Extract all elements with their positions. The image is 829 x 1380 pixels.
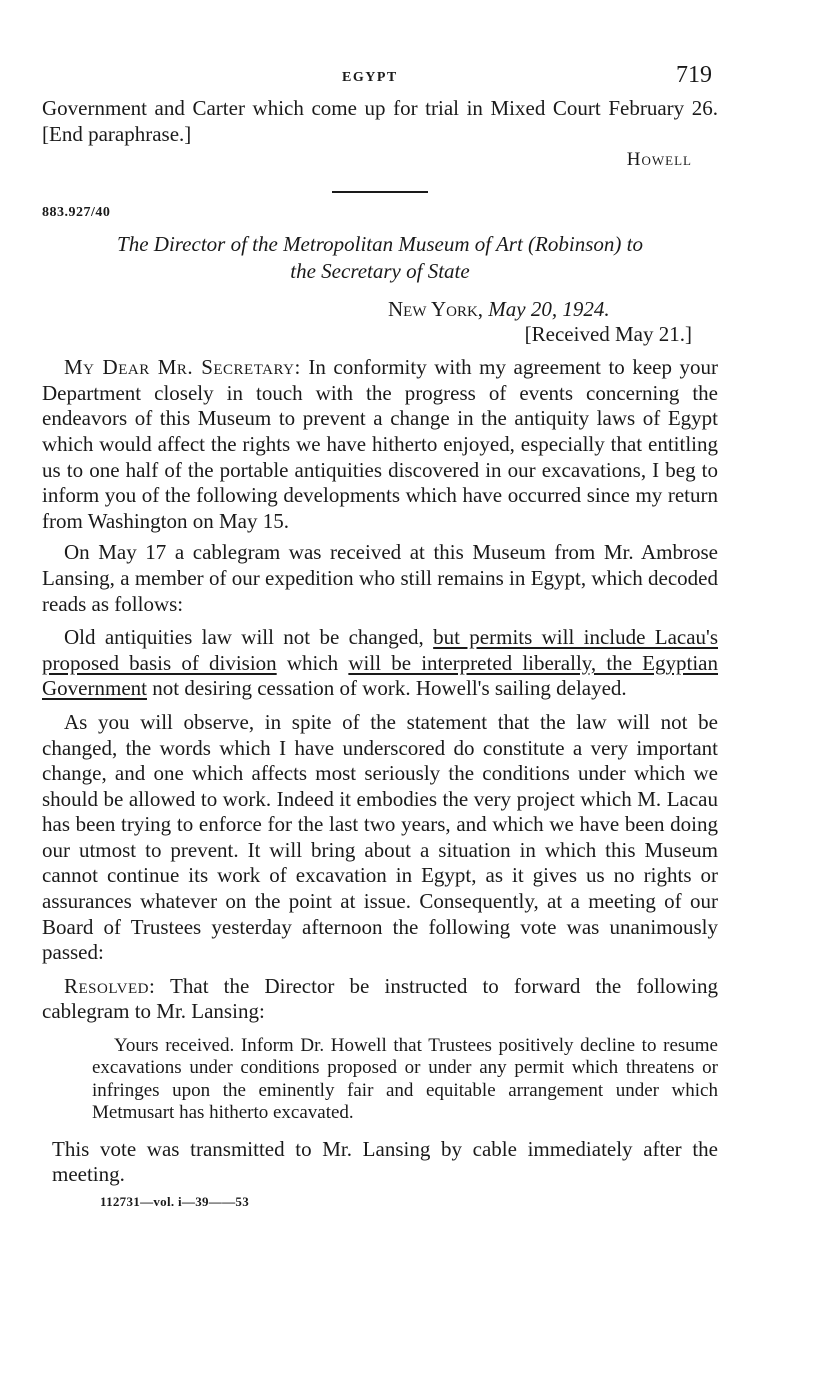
resolved-label: Resolved: <box>64 973 156 998</box>
cable-block <box>42 1035 718 1125</box>
dateline-place: New York, <box>388 297 484 322</box>
cable-text: Yours received. Inform Dr. Howell that Trustees positively decline to resume excavations under conditions proposed or under any permit which threatens or infringes upon the eminently fair and equitable arrangement under which Metmusart has hitherto excavated. <box>92 1035 718 1124</box>
page-number: 719 <box>676 62 712 88</box>
quote-underlined-1: but permits will include Lacau's proposed basis of division <box>42 625 718 675</box>
document-heading-line1: The Director of the Metropolitan Museum of Art (Robinson) to <box>117 232 643 257</box>
running-head-title: EGYPT <box>342 70 398 85</box>
signature-howell: Howell <box>626 149 692 171</box>
section-divider <box>332 191 428 193</box>
paragraph-1-text: In conformity with my agreement to keep your Department closely in touch with the progress of events concerning the endeavors of this Museum to prevent a change in the antiquity laws of Egypt which would affect the rights we have hitherto enjoyed, especially that entitling us to one half of the portable antiquities discovered in our excavations, I beg to inform you of the following developments which have occurred since my return from Washington on May 15. <box>42 355 719 533</box>
document-heading <box>42 231 718 285</box>
document-page <box>42 62 718 1210</box>
dateline-date: May 20, 1924. <box>488 297 610 322</box>
running-head <box>42 62 718 96</box>
quoted-cablegram <box>42 625 718 702</box>
received-date: [Received May 21.] <box>524 322 692 347</box>
quote-part-3: not desiring cessation of work. Howell's sailing delayed. <box>146 676 627 701</box>
document-heading-line2: the Secretary of State <box>290 259 470 284</box>
letter-paragraph-3: As you will observe, in spite of the statement that the law will not be changed, the words which I have underscored do constitute a very important change, and one which affects most seriously the conditions under which we should be allowed to work. Indeed it embodies the very project which M. Lacau has been trying to enforce for the last two years, and which we have been doing our utmost to prevent. It will bring about a situation in which this Museum cannot continue its work of excavation in Egypt, as it gives us no rights or assurances whatever on the point at issue. Consequently, at a meeting of our Board of Trustees yesterday afternoon the following vote was unanimously passed: <box>42 709 718 965</box>
closing-paragraph: This vote was transmitted to Mr. Lansing by cable immediately after the meeting. <box>52 1136 718 1187</box>
letter-paragraph-1 <box>42 355 718 534</box>
resolved-text: That the Director be instructed to forward the following cablegram to Mr. Lansing: <box>42 973 718 1024</box>
quote-part-1: Old antiquities law will not be changed, <box>64 625 434 650</box>
dateline <box>42 297 718 322</box>
quote-part-2: which <box>276 650 349 675</box>
continuation-text: Government and Carter which come up for trial in Mixed Court February 26. [End paraphrase.] <box>42 96 718 146</box>
printer-imprint: 112731—vol. i—39——53 <box>100 1193 250 1209</box>
quote-underlined-2: will be interpreted liberally, the Egyptian Government <box>42 650 719 701</box>
letter-paragraph-2: On May 17 a cablegram was received at this Museum from Mr. Ambrose Lansing, a member of our expedition who still remains in Egypt, which decoded reads as follows: <box>42 540 718 616</box>
salutation: My Dear Mr. Secretary: <box>64 355 301 380</box>
file-number: 883.927/40 <box>42 205 111 221</box>
resolution-paragraph <box>42 974 718 1025</box>
